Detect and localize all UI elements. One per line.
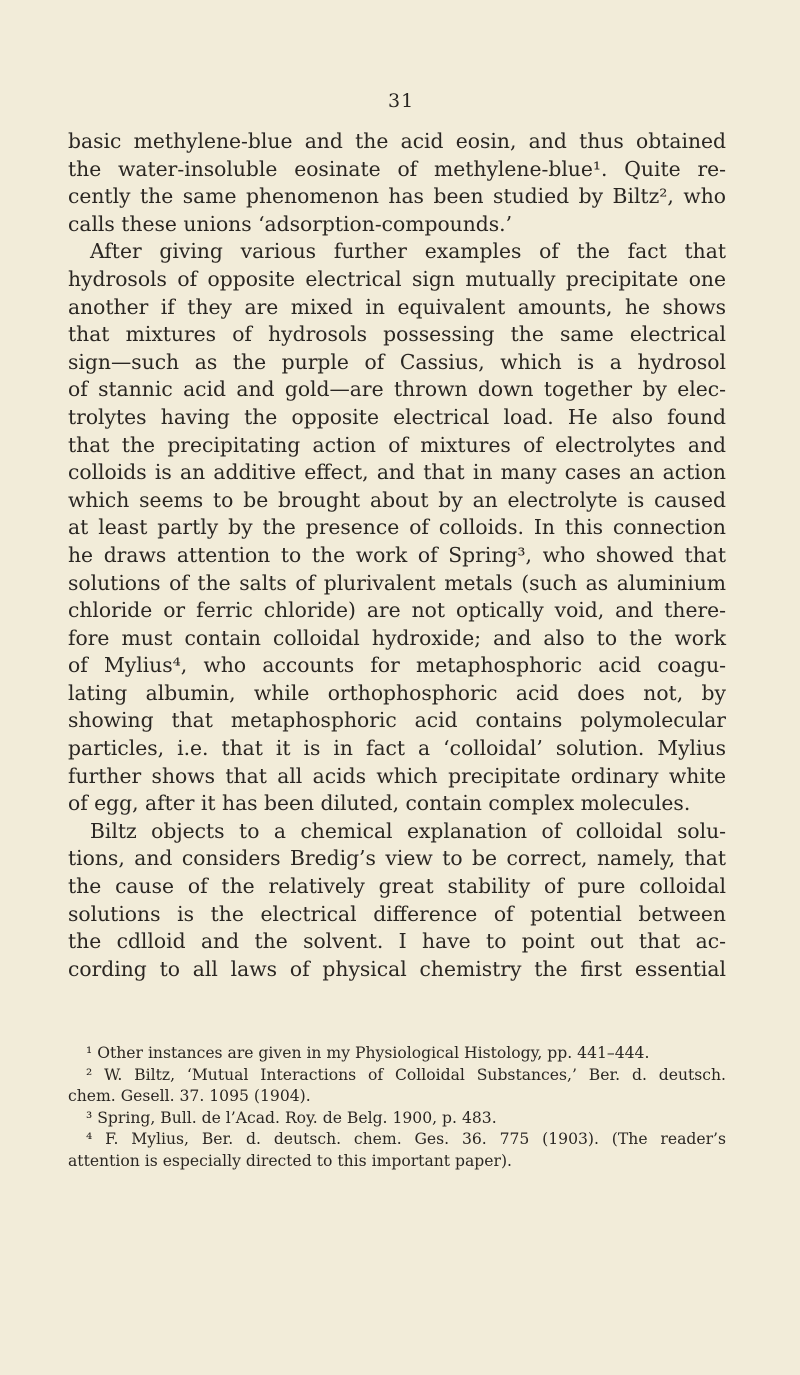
body-line: at least partly by the presence of colloids. In this connection xyxy=(68,515,726,540)
body-line: particles, i.e. that it is in fact a ‘colloidal’ solution. Mylius xyxy=(68,736,726,761)
page-number: 31 xyxy=(388,90,415,112)
body-line: that the precipitating action of mixtures of electrolytes and xyxy=(68,432,726,457)
body-line: of stannic acid and gold—are thrown down together by elec- xyxy=(68,377,726,402)
body-line: of Mylius⁴, who accounts for metaphosphoric acid coagu- xyxy=(68,653,726,678)
body-line: hydrosols of opposite electrical sign mutually precipitate one xyxy=(68,266,726,291)
footnote-line: ³ Spring, Bull. de l’Acad. Roy. de Belg. 1900, p. 483. xyxy=(86,1108,497,1127)
body-line: solutions is the electrical difference of potential between xyxy=(68,901,726,926)
body-line: the cause of the relatively great stability of pure colloidal xyxy=(68,874,726,899)
body-line: lating albumin, while orthophosphoric acid does not, by xyxy=(68,680,726,705)
body-line: he draws attention to the work of Spring³, who showed that xyxy=(68,542,726,567)
footnote-line: attention is especially directed to this important paper). xyxy=(68,1151,512,1170)
body-line: Biltz objects to a chemical explanation of colloidal solu- xyxy=(90,818,726,843)
body-line: basic methylene-blue and the acid eosin, and thus obtained xyxy=(68,129,726,153)
body-line: cently the same phenomenon has been studied by Biltz², who xyxy=(68,184,726,209)
body-text xyxy=(68,128,726,983)
footnotes xyxy=(68,1043,726,1172)
body-line: the water-insoluble eosinate of methylene-blue¹. Quite re- xyxy=(68,156,726,181)
body-line: showing that metaphosphoric acid contains polymolecular xyxy=(68,708,726,733)
body-line: trolytes having the opposite electrical load. He also found xyxy=(68,404,726,429)
body-line: another if they are mixed in equivalent amounts, he shows xyxy=(68,294,726,319)
body-line: chloride or ferric chloride) are not optically void, and there- xyxy=(68,598,726,623)
body-line: cording to all laws of physical chemistry the first essential xyxy=(68,956,726,981)
body-line: which seems to be brought about by an electrolyte is caused xyxy=(68,487,726,512)
footnote-line: ⁴ F. Mylius, Ber. d. deutsch. chem. Ges. 36. 775 (1903). (The reader’s xyxy=(86,1130,726,1148)
footnote-line: ² W. Biltz, ‘Mutual Interactions of Colloidal Substances,’ Ber. d. deutsch. xyxy=(86,1065,726,1084)
body-line: calls these unions ‘adsorption-compounds.’ xyxy=(68,211,513,236)
body-line: the cdlloid and the solvent. I have to point out that ac- xyxy=(68,929,726,954)
body-line: tions, and considers Bredig’s view to be correct, namely, that xyxy=(68,846,726,871)
body-line: that mixtures of hydrosols possessing the same electrical xyxy=(68,322,726,347)
footnote-line: ¹ Other instances are given in my Physiological Histology, pp. 441–444. xyxy=(86,1044,650,1062)
body-line: sign—such as the purple of Cassius, which is a hydrosol xyxy=(68,349,726,374)
footnote-line: chem. Gesell. 37. 1095 (1904). xyxy=(68,1087,311,1105)
body-line: of egg, after it has been diluted, contain complex molecules. xyxy=(68,791,691,816)
body-line: colloids is an additive effect, and that in many cases an action xyxy=(68,460,726,485)
body-line: further shows that all acids which precipitate ordinary white xyxy=(68,763,726,788)
body-line: fore must contain colloidal hydroxide; and also to the work xyxy=(68,625,726,650)
body-line: solutions of the salts of plurivalent metals (such as aluminium xyxy=(68,570,726,595)
body-line: After giving various further examples of the fact that xyxy=(90,239,726,264)
